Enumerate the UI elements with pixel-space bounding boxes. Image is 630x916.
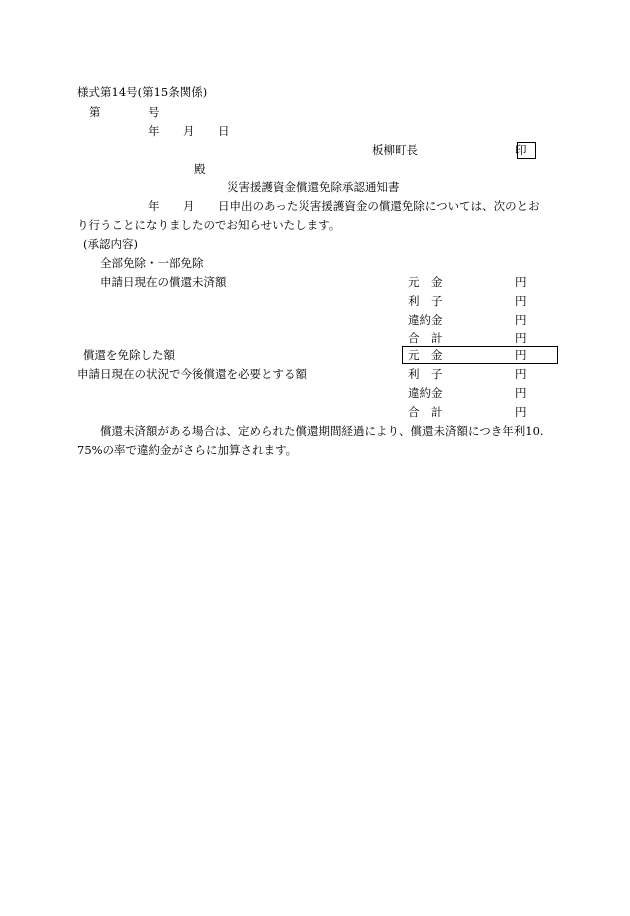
seal-mark: 印 — [515, 143, 527, 157]
body-line-1: 日申出のあった災害援護資金の償還免除については、次のとお — [218, 199, 540, 213]
body-month-label: 月 — [183, 199, 195, 213]
future-total-label: 合 計 — [408, 405, 443, 419]
number-go-label: 号 — [148, 105, 160, 119]
future-total-yen: 円 — [515, 405, 527, 419]
date-month-label: 月 — [183, 124, 195, 138]
document-title: 災害援護資金償還免除承認通知書 — [227, 180, 400, 194]
future-penalty-yen: 円 — [515, 386, 527, 400]
label-future: 申請日現在の状況で今後償還を必要とする額 — [77, 367, 307, 381]
issuer-name: 板柳町長 — [372, 143, 418, 157]
outstanding-principal-yen: 円 — [515, 275, 527, 289]
future-penalty-label: 違約金 — [408, 386, 443, 400]
body-line-2: り行うことになりましたのでお知らせいたします。 — [77, 218, 341, 232]
exemption-type: 全部免除・一部免除 — [100, 256, 204, 270]
outstanding-principal-label: 元 金 — [408, 275, 443, 289]
section-heading: (承認内容) — [83, 237, 138, 251]
outstanding-total-yen: 円 — [515, 331, 527, 345]
label-outstanding: 申請日現在の償還未済額 — [100, 275, 227, 289]
date-day-label: 日 — [218, 124, 230, 138]
future-interest-yen: 円 — [515, 367, 527, 381]
exempted-principal-yen: 円 — [515, 348, 527, 362]
outstanding-penalty-yen: 円 — [515, 313, 527, 327]
number-dai-label: 第 — [89, 105, 101, 119]
body-year-label: 年 — [148, 199, 160, 213]
outstanding-total-label: 合 計 — [408, 331, 443, 345]
seal-box — [517, 142, 536, 159]
date-year-label: 年 — [148, 124, 160, 138]
note-line-1: 償還未済額がある場合は、定められた償還期間経過により、償還未済額につき年利10. — [100, 424, 544, 438]
form-number: 様式第14号(第15条関係) — [77, 85, 208, 99]
note-line-2: 75%の率で違約金がさらに加算されます。 — [77, 443, 298, 457]
addressee-suffix: 殿 — [194, 162, 206, 176]
outstanding-penalty-label: 違約金 — [408, 313, 443, 327]
exempted-principal-label: 元 金 — [408, 348, 443, 362]
label-exempted: 償還を免除した額 — [83, 348, 175, 362]
outstanding-interest-label: 利 子 — [408, 294, 443, 308]
outstanding-interest-yen: 円 — [515, 294, 527, 308]
future-interest-label: 利 子 — [408, 367, 443, 381]
